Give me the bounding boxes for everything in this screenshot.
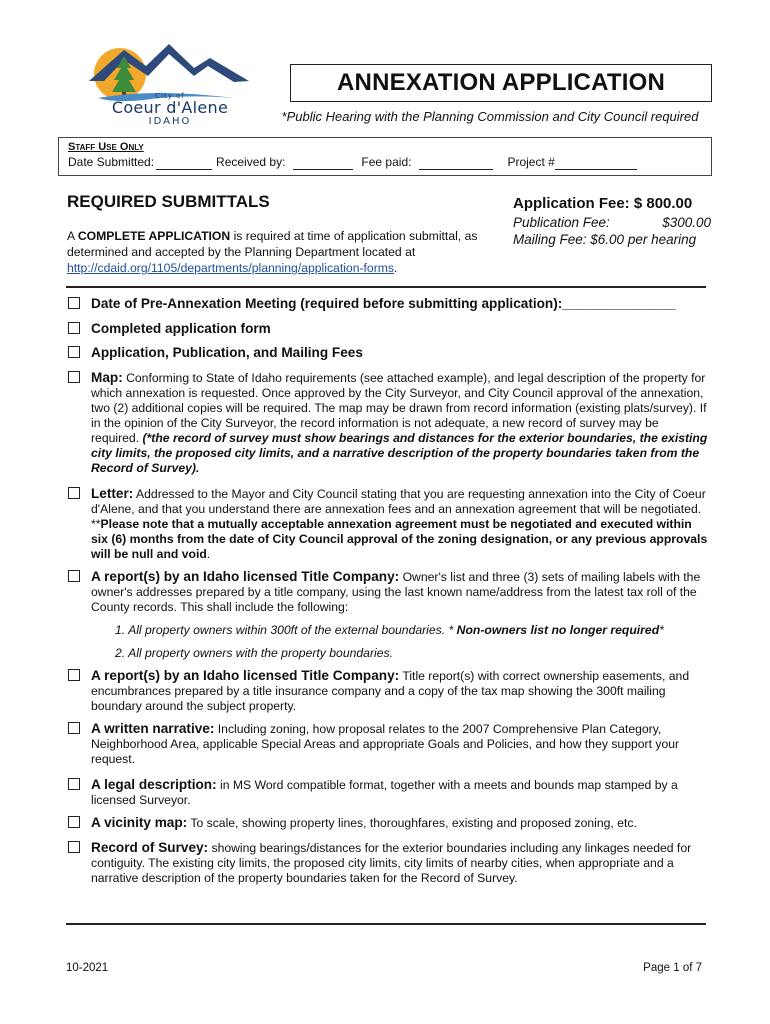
logo-city-of: City of <box>155 92 185 100</box>
public-hearing-note: *Public Hearing with the Planning Commission and City Council required <box>281 109 699 124</box>
page-number: Page 1 of 7 <box>643 962 702 974</box>
staff-use-heading: Staff Use Only <box>68 141 144 153</box>
sub-item-owners-boundaries: 2. All property owners with the property boundaries. <box>115 646 393 660</box>
date-submitted-field[interactable] <box>156 158 212 170</box>
project-number-field[interactable] <box>555 158 637 170</box>
page-title: ANNEXATION APPLICATION <box>337 69 665 96</box>
list-item-legal-description: A legal description: in MS Word compatible format, together with a meets and bounds map stamped by a licensed Surveyor. <box>68 777 708 808</box>
list-item-map: Map: Conforming to State of Idaho requirements (see attached example), and legal description of the property for which annexation is requested. Once approved by the City Surveyor, and City Council approval of the annexation, two (2) additional copies will be required. The map may be drawn from record information (existing plats/survey). If in the opinion of the City Surveyor, the record information is not adequate, a new record of survey may be required. (*the record of survey must show bearings and distances for the exterior boundaries, the existing city limits, the proposed city limits, and a narrative description of the property boundaries taken from the Record of Survey). <box>68 370 708 476</box>
top-divider <box>66 286 706 288</box>
staff-use-box <box>58 137 712 176</box>
checkbox[interactable] <box>68 841 80 853</box>
revision-date: 10-2021 <box>66 962 109 974</box>
fee-paid-field[interactable] <box>419 158 493 170</box>
list-item-written-narrative: A written narrative: Including zoning, how proposal relates to the 2007 Comprehensive Plan Category, Neighborhood Area, applicable Special Areas and appropriate Goals and Policies, and how they support your request. <box>68 721 708 767</box>
staff-fields-row <box>68 154 702 170</box>
required-submittals-heading: REQUIRED SUBMITTALS <box>67 192 270 211</box>
checkbox[interactable] <box>68 816 80 828</box>
fee-block <box>513 194 723 248</box>
sub-item-owners-300ft: 1. All property owners within 300ft of the external boundaries. * Non-owners list no longer required* <box>115 623 664 637</box>
logo-city-name: Coeur d'Alene <box>111 98 229 117</box>
list-item-record-of-survey: Record of Survey: showing bearings/distances for the exterior boundaries including any linkages needed for contiguity. The existing city limits, the proposed city limits, city limits of nearby cities, when appropriate and a narrative description of the property boundaries taken for the Record of Survey. <box>68 840 708 886</box>
checkbox[interactable] <box>68 297 80 309</box>
list-item-title-report: A report(s) by an Idaho licensed Title Company: Title report(s) with correct ownership easements, and encumbrances prepared by a title insurance company and a copy of the tax map showing the 300ft mailing boundary around the subject property. <box>68 668 708 714</box>
list-item-letter: Letter: Addressed to the Mayor and City Council stating that you are requesting annexation into the City of Coeur d'Alene, and that you understand there are annexation fees and an annexation agreement that will be negotiated. **Please note that a mutually acceptable annexation agreement must be negotiated and executed within six (6) months from the date of City Council approval of the zoning designation, or any previous approvals will be null and void. <box>68 486 708 562</box>
received-by-field[interactable] <box>293 158 353 170</box>
checkbox[interactable] <box>68 487 80 499</box>
list-item-title-company-report: A report(s) by an Idaho licensed Title Company: Owner's list and three (3) sets of mailing labels with the owner's addresses prepared by a title company, using the last known name/address from the latest tax roll of the County records. This shall include the following: <box>68 569 708 615</box>
list-item-vicinity-map: A vicinity map: To scale, showing property lines, thoroughfares, existing and proposed zoning, etc. <box>68 815 708 831</box>
title-box <box>290 64 712 102</box>
checkbox[interactable] <box>68 778 80 790</box>
checkbox[interactable] <box>68 371 80 383</box>
bottom-divider <box>66 923 706 925</box>
checkbox[interactable] <box>68 570 80 582</box>
city-logo-text <box>100 92 240 128</box>
received-by-label: Received by: <box>216 155 286 169</box>
application-forms-link[interactable]: http://cdaid.org/1105/departments/planning/application-forms <box>67 261 395 275</box>
checkbox[interactable] <box>68 722 80 734</box>
publication-fee: Publication Fee: $300.00 <box>513 215 711 230</box>
list-item-fees: Application, Publication, and Mailing Fees <box>68 345 708 361</box>
checkbox[interactable] <box>68 322 80 334</box>
logo-state: IDAHO <box>148 116 192 127</box>
checkbox[interactable] <box>68 669 80 681</box>
mailing-fee: Mailing Fee: $6.00 per hearing <box>513 232 697 247</box>
required-submittals-description: A COMPLETE APPLICATION is required at time of application submittal, as determined and accepted by the Planning Department located at http://cdaid.org/1105/departments/planning/application-forms. <box>67 229 478 275</box>
date-submitted-label: Date Submitted: <box>68 155 155 169</box>
project-number-label: Project # <box>507 155 555 169</box>
fee-paid-label: Fee paid: <box>361 155 412 169</box>
list-item-application-form: Completed application form <box>68 321 708 337</box>
list-item-pre-annexation-meeting: Date of Pre-Annexation Meeting (required before submitting application):_______________ <box>68 296 708 312</box>
application-fee: Application Fee: $ 800.00 <box>513 195 693 212</box>
checkbox[interactable] <box>68 346 80 358</box>
